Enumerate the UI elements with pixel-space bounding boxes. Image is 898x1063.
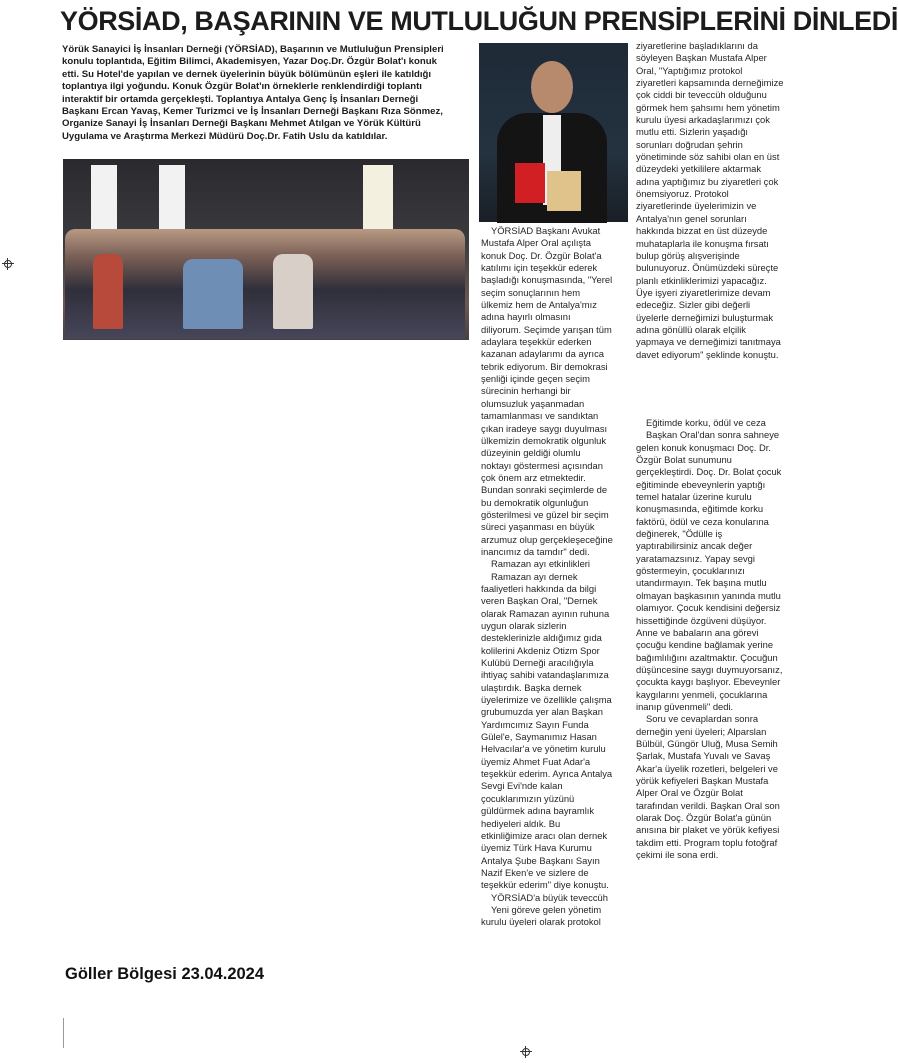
lead-line: Uygulama ve Araştırma Merkezi Müdürü Doç.Dr. Fatih Uslu da katıldılar. — [62, 130, 388, 142]
crowd-graphic — [93, 254, 123, 329]
subheading: Ramazan ayı etkinlikleri — [491, 558, 590, 570]
article-column-middle — [481, 225, 613, 929]
lead-line: etti. Su Hotel'de yapılan ve dernek üyelerinin büyük bölümünün eşleri ile katıldığı — [62, 68, 432, 80]
lead-line: interaktif bir ortamda gerçekleşti. Toplantıya Antalya Genç İş İnsanları Derneği — [62, 93, 419, 105]
flag-graphic — [515, 163, 545, 203]
paragraph: Yeni göreve gelen yönetim kurulu üyeleri olarak protokol — [481, 903, 602, 928]
crowd-graphic — [65, 229, 465, 339]
lead-line: Organize Sanayi İş İnsanları Derneği Başkanı Mehmet Atılgan ve Yörük Kültürü — [62, 118, 421, 130]
lead-line: toplantıya ilgi yoğundu. Konuk Özgür Bolat'ın örneklerle renklendirdiği toplantı — [62, 81, 422, 93]
headline: YÖRSİAD, BAŞARININ VE MUTLULUĞUN PRENSİPLERİNİ DİNLEDİ — [60, 6, 898, 36]
subheading: YÖRSİAD'a büyük teveccüh — [491, 891, 608, 903]
subheading: Eğitimde korku, ödül ve ceza — [646, 417, 766, 428]
crowd-graphic — [273, 254, 313, 329]
lead-line: Başkanı Ercan Yavaş, Kemer Turizmci ve İş İnsanları Derneği Başkanı Rıza Sönmez, — [62, 106, 443, 118]
group-photo — [63, 159, 469, 340]
speaker-head-graphic — [531, 61, 573, 113]
lead-paragraph — [62, 44, 472, 143]
paragraph: YÖRSİAD Başkanı Avukat Mustafa Alper Oral açılışta konuk Doç. Dr. Özgür Bolat'a katılımı için teşekkür ederek başladığı konuşmasında, "Yerel seçim sonuçlarının hem ülkemiz hem de Antalya'mız adına hayırlı olmasını diliyorum. Seçimde yarışan tüm adaylara teşekkür ederken kazanan adaylarımı da ayrıca tebrik ediyorum. Bir demokrasi şenliği içinde geçen seçim sürecinin herhangi bir olumsuzluk yaşanmadan tamamlanması ve sandıktan çıkan iradeye saygı duyulması ülkemizin demokratik olgunluk düzeyinin geldiği olumlu noktayı göstermesi açısından çok önem arz etmektedir. Bundan sonraki seçimlerde de bu demokratik olgunluğun gösterilmesi ve güzel bir seçim süreci yaşanması en büyük arzumuz olup gerçekleşeceğine inancımız da tamdır" dedi. — [481, 225, 613, 557]
article-column-right — [636, 40, 784, 361]
paragraph: ziyaretlerine başladıklarını da söyleyen Başkan Mustafa Alper Oral, "Yaptığımız protokol ziyaretleri kapsamında derneğimize çok ciddi bir teveccüh olduğunu görmek hem şahsımı hem yönetim kurulu üyesi arkadaşlarımızı çok mutlu etti. Sizlerin yaşadığı sorunları doğrudan şehrin yönetiminde söz sahibi olan en üst düzeydeki yetkililere aktarmak adına yaptığımız bu ziyaretleri çok önemsiyoruz. Protokol ziyaretlerinde üyelerimizin ve Antalya'nın genel sorunları hakkında bizzat en üst düzeyde muhataplarla ile konuşma fırsatı bulup görüş alışverişinde bulunuyoruz. Önümüzdeki süreçte planlı etkinliklerimizi yapacağız. Üye işyeri ziyaretlerimize devam edeceğiz. Sizler gibi değerli üyelerle derneğimizi buluşturmak adına gönüllü olarak elçilik yapmaya ve derneğimizi tanıtmaya davet ediyorum" şeklinde konuştu. — [636, 40, 784, 360]
paragraph: Ramazan ayı dernek faaliyetleri hakkında da bilgi veren Başkan Oral, "Dernek olarak Ramazan ayının ruhuna uygun olarak sizlerin desteklerinizle aldığımız gıda kolilerini Akdeniz Otizm Spor Kulübü Derneği aracılığıyla ihtiyaç sahibi vatandaşlarımıza ulaştırdık. Başka dernek üyelerimize ve özellikle çalışma grubumuzda yer alan Başkan Yardımcımız Sayın Funda Gülel'e, Saymanımız Hasan Helvacılar'a ve yönetim kurulu üyemiz Ahmet Fuat Adar'a teşekkür ederim. Ayrıca Antalya Sevgi Evi'nde kalan çocuklarımızın yüzünü güldürmek adına bayramlık hediyeleri aldık. Bu etkinliğimize aracı olan dernek üyemiz Türk Hava Kurumu Antalya Şube Başkanı Sayın Nazif Eken'e ve sizlere de teşekkür ederim" diye konuştu. — [481, 570, 613, 891]
crop-line — [63, 1018, 64, 1048]
paragraph: Soru ve cevaplardan sonra derneğin yeni üyeleri; Alparslan Bülbül, Güngör Uluğ, Musa Semih Şarlak, Mustafa Yuvalı ve Savaş Akar'a üyelik rozetleri, belgeleri ve yörük kefiyeleri Başkan Mustafa Alper Oral ve Özgür Bolat tarafından verildi. Başkan Oral son olarak Doç. Özgür Bolat'a günün anısına bir plaket ve yörük kefiyesi takdim etti. Program toplu fotoğraf çekimi ile sona erdi. — [636, 713, 780, 861]
banner-graphic — [363, 165, 393, 235]
banner-graphic — [159, 165, 185, 235]
lead-line: Yörük Sanayici İş İnsanları Derneği (YÖRSİAD), Başarının ve Mutluluğun Prensipleri — [62, 44, 444, 55]
source-label: Göller Bölgesi 23.04.2024 — [65, 965, 265, 983]
banner-graphic — [91, 165, 117, 235]
registration-mark-icon — [2, 258, 14, 270]
article-column-right-continued — [636, 417, 784, 861]
lead-line: konulu toplantıda, Eğitim Bilimci, Akademisyen, Yazar Doç.Dr. Özgür Bolat'ı konuk — [62, 56, 437, 68]
speaker-portrait — [479, 43, 628, 222]
registration-mark-icon — [520, 1046, 532, 1058]
paragraph: Başkan Oral'dan sonra sahneye gelen konuk konuşmacı Doç. Dr. Özgür Bolat sunumunu gerçekleştirdi. Doç. Dr. Bolat çocuk eğitiminde ebeveynlerin yaptığı temel hatalar üzerine kurulu konuşmasında, eğitimde korku faktörü, ödül ve ceza konularına değinerek, "Ödülle iş yaptırabilirsiniz ancak değer yaratamazsınız. Yapay sevgi göstermeyin, çocuklarınızı utandırmayın. Tek başına mutlu olmayan başkasının yanında mutlu olamıyor. Çocuk kendisini değersiz hissettiğinde özgüveni düşüyor. Anne ve babaların ana görevi çocuğu kendine bağlamak yerine bağımlılığını azaltmaktır. Çocuğun düşüncesine saygı duymuyorsanız, çocukta kaygı başlıyor. Ebeveynler kaygılarını yenmeli, çocuklarına inanıp güvenmeli" dedi. — [636, 429, 783, 712]
crowd-graphic — [183, 259, 243, 329]
flag-graphic — [547, 171, 581, 211]
